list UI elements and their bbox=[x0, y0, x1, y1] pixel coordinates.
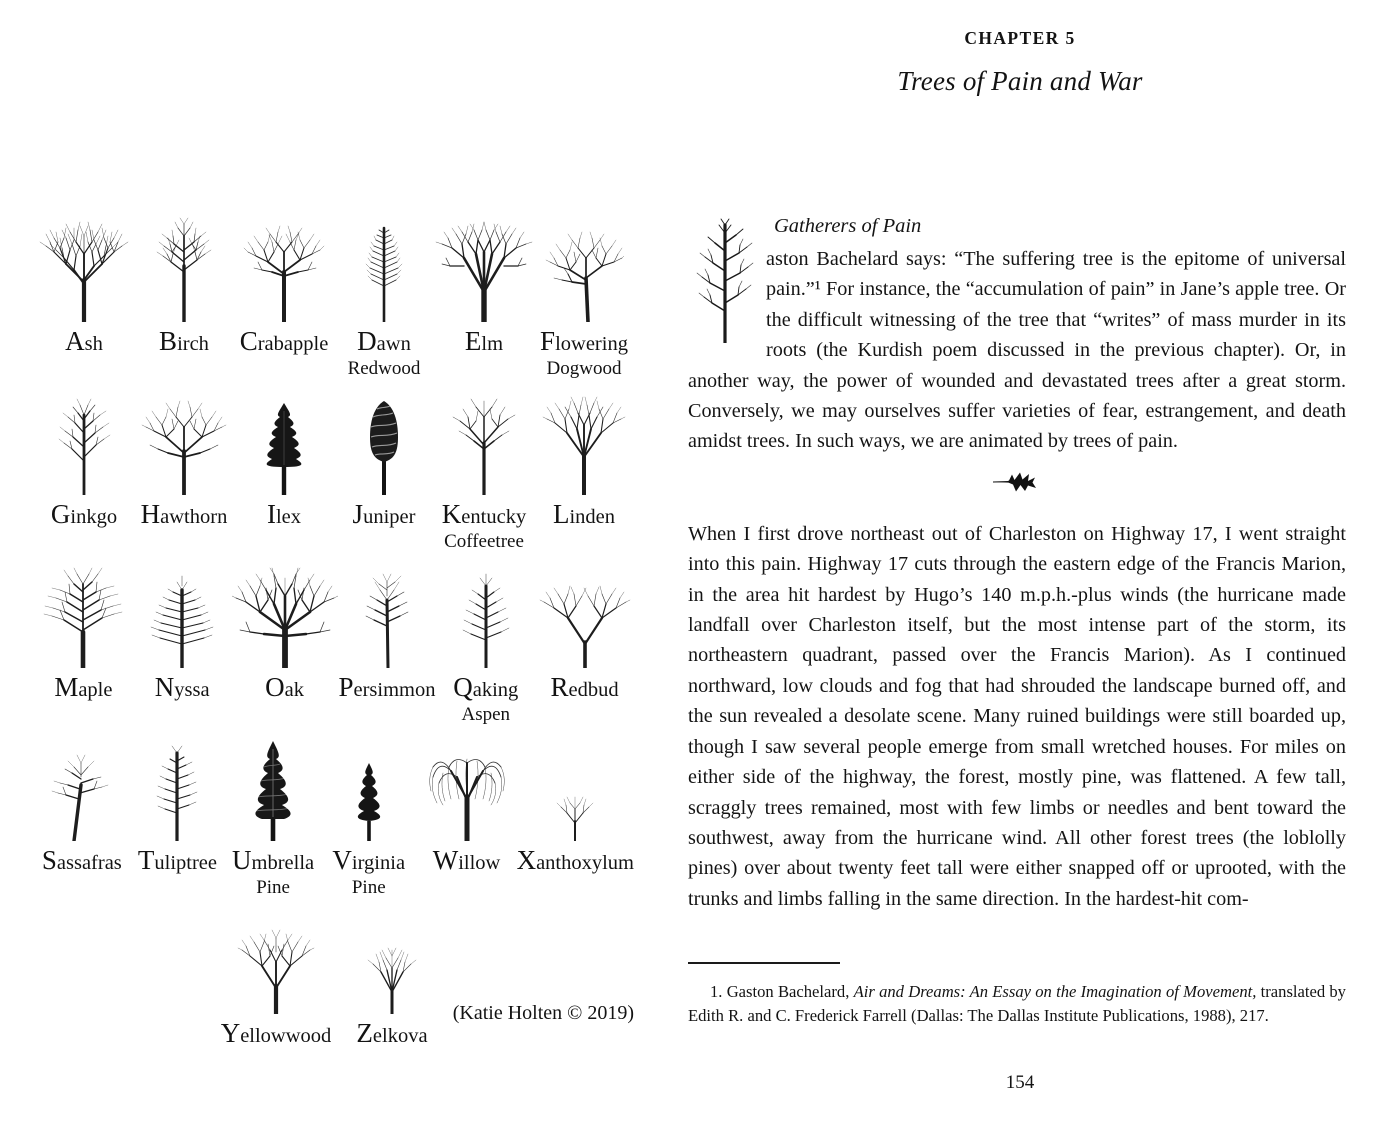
tulip-leaf-ornament-icon bbox=[991, 471, 1043, 493]
tree-row bbox=[34, 902, 634, 1049]
tree-label: Tuliptree bbox=[137, 845, 218, 875]
tree-label: Qaking bbox=[453, 672, 519, 702]
footnote-divider bbox=[688, 962, 840, 964]
tree-label: Dawn bbox=[357, 326, 411, 356]
paragraph-two: When I first drove northeast out of Charleston on Highway 17, I went straight into this pain. Highway 17 cuts through the eastern edge of the Francis Marion, in the area hit hardest by Hugo’s 140 m.p.h.-plus winds (the hurricane made landfall over Charleston itself, but the most intense part of the storm, its northeastern quadrant, passed over the Francis Marion). As I continued northward, low clouds and fog that had shrouded the landscape burned off, and the sun revealed a desolate scene. Many ruined buildings were still boarded up, though I saw several people emerge from small wretched houses. For miles on either side of the highway, the forest, mostly pine, was flattened. A few tall, scraggly trees remained, most with few limbs or needles and bent toward the southwest, away from the hurricane wind. All other forest trees (the loblolly pines) over about twenty feet tall were either snapped off or uprooted, with the trunks and limbs falling in the same direction. In the hardest-hit com- bbox=[688, 522, 1346, 910]
tree-entry-flowering-dogwood bbox=[534, 210, 634, 381]
left-page bbox=[0, 0, 680, 1148]
footnote-area bbox=[688, 962, 1346, 1029]
tree-label-line2: Pine bbox=[256, 877, 290, 898]
dropcap-sapling-tree-icon bbox=[692, 215, 754, 343]
tree-entry-yellowwood bbox=[218, 902, 334, 1049]
tree-label: Umbrella bbox=[232, 845, 315, 875]
tree-label: Flowering bbox=[540, 326, 628, 356]
dawn-redwood-tree-illustration bbox=[334, 210, 434, 322]
nyssa-tree-illustration bbox=[133, 556, 232, 668]
tree-entry-willow bbox=[417, 729, 517, 900]
ash-tree-illustration bbox=[34, 210, 134, 322]
tree-label: Birch bbox=[159, 326, 209, 356]
qaking-aspen-tree-illustration bbox=[436, 556, 535, 668]
tree-label-line2: Aspen bbox=[461, 704, 511, 725]
elm-tree-illustration bbox=[434, 210, 534, 322]
tree-label: Redbud bbox=[550, 672, 619, 702]
tree-entry-zelkova bbox=[334, 902, 450, 1049]
kentucky-coffeetree-illustration bbox=[434, 383, 534, 495]
tree-entry-persimmon bbox=[338, 556, 437, 727]
tree-label: Willow bbox=[432, 845, 501, 875]
tree-entry-kentucky-coffeetree bbox=[434, 383, 534, 554]
tree-entry-redbud bbox=[535, 556, 634, 727]
tree-entry-crabapple bbox=[234, 210, 334, 381]
tree-label: Nyssa bbox=[154, 672, 210, 702]
oak-tree-illustration bbox=[232, 556, 338, 668]
page-number: 154 bbox=[1005, 1072, 1035, 1093]
tree-label: Persimmon bbox=[338, 672, 436, 702]
tree-entry-dawn-redwood bbox=[334, 210, 434, 381]
footnote-number: 1. bbox=[710, 981, 723, 1001]
tree-entry-juniper bbox=[334, 383, 434, 554]
xanthoxylum-tree-illustration bbox=[517, 729, 634, 841]
tree-entry-virginia-pine bbox=[321, 729, 417, 900]
section-ornament bbox=[688, 471, 1346, 501]
tuliptree-illustration bbox=[130, 729, 226, 841]
persimmon-tree-illustration bbox=[338, 556, 437, 668]
tree-row bbox=[34, 556, 634, 727]
tree-alphabet-chart bbox=[34, 210, 634, 1051]
tree-entry-hawthorn bbox=[134, 383, 234, 554]
sassafras-tree-illustration bbox=[34, 729, 130, 841]
tree-label: Linden bbox=[552, 499, 616, 529]
tree-entry-umbrella-pine bbox=[225, 729, 321, 900]
crabapple-tree-illustration bbox=[234, 210, 334, 322]
tree-label-line2: Coffeetree bbox=[444, 531, 524, 552]
juniper-tree-illustration bbox=[334, 383, 434, 495]
tree-label: Ilex bbox=[266, 499, 302, 529]
maple-tree-illustration bbox=[34, 556, 133, 668]
tree-label: Ash bbox=[65, 326, 103, 356]
footnote-title: Air and Dreams: An Essay on the Imagination of Movement, bbox=[853, 981, 1257, 1001]
tree-label-line2: Pine bbox=[351, 877, 386, 898]
tree-label: Zelkova bbox=[356, 1018, 428, 1048]
tree-label: Xanthoxylum bbox=[516, 845, 634, 875]
tree-entry-elm bbox=[434, 210, 534, 381]
tree-entry-nyssa bbox=[133, 556, 232, 727]
section-heading: Gatherers of Pain bbox=[774, 215, 922, 237]
paragraph-one: aston Bachelard says: “The suffering tree is the epitome of universal pain.”¹ For instance, the “accumulation of pain” in Jane’s apple tree. Or the difficult witnessing of the tree that “writes” of mass murder in its roots (the Kurdish poem discussed in the previous chapter). Or, in another way, the power of wounded and devastated trees after a great storm. Conversely, we may ourselves suffer varieties of fear, estrangement, and death amidst trees. In such ways, we are animated by trees of pain. bbox=[688, 248, 1346, 453]
tree-label: Oak bbox=[265, 672, 305, 702]
yellowwood-tree-illustration bbox=[218, 902, 334, 1014]
running-head bbox=[680, 28, 1360, 97]
chapter-title: Trees of Pain and War bbox=[897, 66, 1143, 96]
tree-entry-qaking-aspen bbox=[436, 556, 535, 727]
footnote-entry bbox=[688, 980, 1346, 1029]
tree-entry-tuliptree bbox=[130, 729, 226, 900]
tree-entry-linden bbox=[534, 383, 634, 554]
tree-entry-ash bbox=[34, 210, 134, 381]
tree-label: Sassafras bbox=[41, 845, 122, 875]
birch-tree-illustration bbox=[134, 210, 234, 322]
tree-label: Crabapple bbox=[239, 326, 329, 356]
umbrella-pine-illustration bbox=[225, 729, 321, 841]
tree-row bbox=[34, 729, 634, 900]
tree-entry-birch bbox=[134, 210, 234, 381]
illustration-credit: (Katie Holten © 2019) bbox=[452, 1002, 634, 1024]
tree-row bbox=[34, 210, 634, 381]
tree-entry-maple bbox=[34, 556, 133, 727]
redbud-tree-illustration bbox=[535, 556, 634, 668]
footnote-author: Gaston Bachelard, bbox=[726, 981, 850, 1001]
zelkova-tree-illustration bbox=[334, 902, 450, 1014]
tree-label: Ginkgo bbox=[50, 499, 118, 529]
tree-label: Kentucky bbox=[441, 499, 527, 529]
ilex-tree-illustration bbox=[234, 383, 334, 495]
tree-label: Elm bbox=[464, 326, 504, 356]
opening-block bbox=[688, 215, 1346, 457]
tree-label: Juniper bbox=[352, 499, 416, 529]
tree-row bbox=[34, 383, 634, 554]
tree-entry-xanthoxylum bbox=[517, 729, 634, 900]
hawthorn-tree-illustration bbox=[134, 383, 234, 495]
right-page bbox=[680, 0, 1400, 1148]
willow-tree-illustration bbox=[417, 729, 517, 841]
tree-label-line2: Redwood bbox=[347, 358, 421, 379]
virginia-pine-illustration bbox=[321, 729, 417, 841]
tree-label: Virginia bbox=[332, 845, 406, 875]
tree-entry-sassafras bbox=[34, 729, 130, 900]
chapter-number: CHAPTER 5 bbox=[964, 28, 1076, 48]
tree-label: Hawthorn bbox=[140, 499, 228, 529]
tree-entry-ilex bbox=[234, 383, 334, 554]
tree-label: Maple bbox=[54, 672, 113, 702]
tree-label: Yellowwood bbox=[220, 1018, 332, 1048]
tree-entry-ginkgo bbox=[34, 383, 134, 554]
flowering-dogwood-tree-illustration bbox=[534, 210, 634, 322]
tree-entry-oak bbox=[232, 556, 338, 727]
body-column bbox=[688, 215, 1346, 914]
linden-tree-illustration bbox=[534, 383, 634, 495]
ginkgo-tree-illustration bbox=[34, 383, 134, 495]
tree-label-line2: Dogwood bbox=[546, 358, 622, 379]
footnote-publication: translated by Edith R. and C. Frederick Farrell (Dallas: The Dallas Institute Publications, 1988), 217. bbox=[688, 981, 1346, 1026]
